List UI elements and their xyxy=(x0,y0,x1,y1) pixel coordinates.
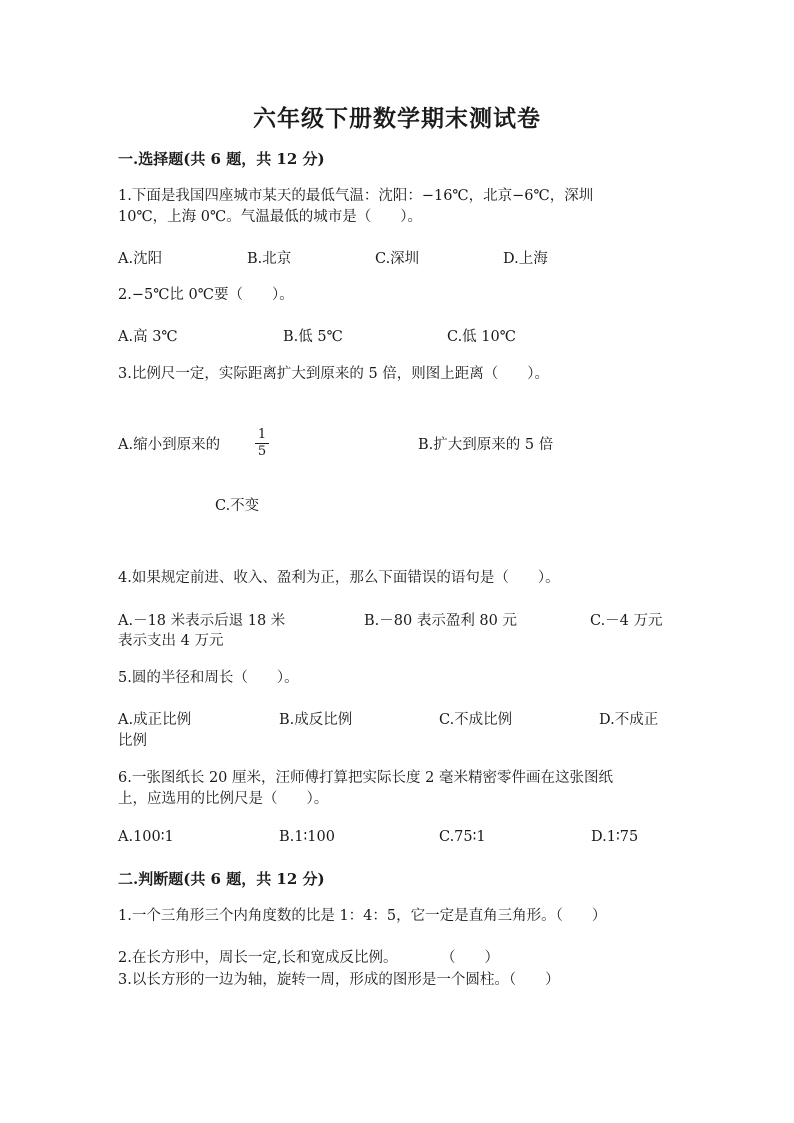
option-c: C.－4 万元 xyxy=(590,613,663,629)
option-continuation: 比例 xyxy=(118,733,147,749)
option-a: A.－18 米表示后退 18 米 xyxy=(118,613,286,629)
option-b: B.1∶100 xyxy=(279,829,335,845)
question-text-line: 10℃，上海 0℃。气温最低的城市是（ ）。 xyxy=(118,209,422,225)
section-heading-choice: 一.选择题(共 6 题，共 12 分) xyxy=(118,150,325,168)
option-a: A.高 3℃ xyxy=(118,329,178,345)
option-a: A.100∶1 xyxy=(118,829,174,845)
option-c: C.75∶1 xyxy=(439,829,486,845)
judgement-question-2: 2.在长方形中，周长一定,长和宽成反比例。 （ ） xyxy=(118,950,499,966)
question-2: 2.−5℃比 0℃要（ ）。 xyxy=(118,287,294,303)
fraction-denominator: 5 xyxy=(257,444,267,459)
option-b: B.扩大到原来的 5 倍 xyxy=(418,437,554,453)
option-a: A.缩小到原来的 xyxy=(118,437,221,453)
question-text-line: 上，应选用的比例尺是（ ）。 xyxy=(118,791,329,807)
fraction-one-fifth xyxy=(253,427,271,460)
option-b: B.成反比例 xyxy=(279,712,353,728)
option-continuation: 表示支出 4 万元 xyxy=(118,633,224,649)
option-c: C.不变 xyxy=(215,498,260,514)
question-5: 5.圆的半径和周长（ ）。 xyxy=(118,670,299,686)
option-c: C.不成比例 xyxy=(439,712,513,728)
judgement-question-3: 3.以长方形的一边为轴，旋转一周，形成的图形是一个圆柱。（ ） xyxy=(118,972,560,988)
judgement-question-1: 1.一个三角形三个内角度数的比是 1：4：5，它一定是直角三角形。（ ） xyxy=(118,908,607,924)
option-a: A.成正比例 xyxy=(118,712,192,728)
option-a: A.沈阳 xyxy=(118,251,163,267)
option-c: C.低 10℃ xyxy=(447,329,516,345)
section-heading-judgement: 二.判断题(共 6 题，共 12 分) xyxy=(118,870,325,888)
question-text-line: 1.下面是我国四座城市某天的最低气温：沈阳：−16℃，北京−6℃，深圳 xyxy=(118,188,594,204)
option-b: B.－80 表示盈利 80 元 xyxy=(364,613,517,629)
fraction-numerator: 1 xyxy=(257,427,267,442)
option-b: B.低 5℃ xyxy=(283,329,343,345)
option-d: D.1∶75 xyxy=(591,829,639,845)
page-title: 六年级下册数学期末测试卷 xyxy=(253,105,541,132)
question-1 xyxy=(118,186,678,228)
option-d: D.不成正 xyxy=(599,712,659,728)
option-c: C.深圳 xyxy=(375,251,420,267)
question-4: 4.如果规定前进、收入、盈利为正，那么下面错误的语句是（ ）。 xyxy=(118,570,560,586)
question-text-line: 6.一张图纸长 20 厘米，汪师傅打算把实际长度 2 毫米精密零件画在这张图纸 xyxy=(118,770,613,786)
question-3: 3.比例尺一定，实际距离扩大到原来的 5 倍，则图上距离（ ）。 xyxy=(118,366,550,382)
question-6 xyxy=(118,768,678,810)
option-d: D.上海 xyxy=(503,251,548,267)
option-b: B.北京 xyxy=(247,251,292,267)
